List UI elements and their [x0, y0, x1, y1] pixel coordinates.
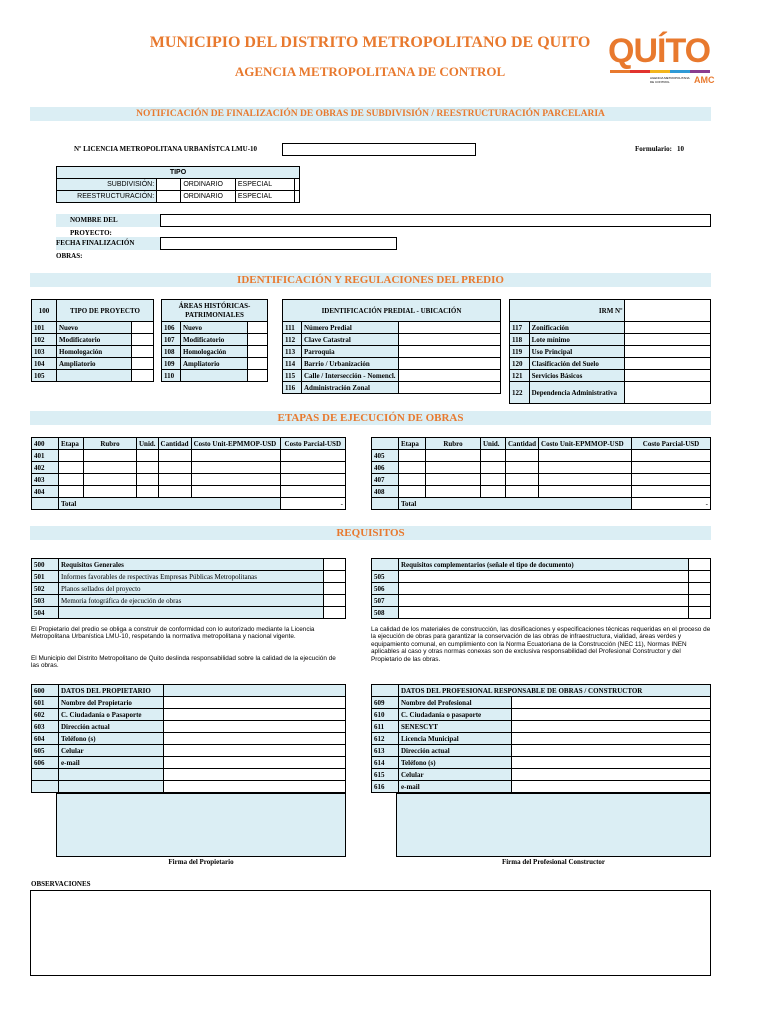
cell[interactable]	[84, 450, 137, 462]
note-quality-responsibility: La calidad de los materiales de construcción, las dosificaciones y especificaciones técnicas requeridas en el proceso de la ejecución de obras para garantizar la conservación de las obras de infraestructura, vialidad, áreas verdes y equipamiento comunal, en cumplimiento con la Norma Ecuatoriana de la Construcción (NEC 11), Normas INEN aplicables al caso y otras normas conexas son de exclusiva responsabilidad del Profesional Constructor y del Propietario de las obras.	[371, 626, 711, 663]
tipo-table	[56, 166, 300, 203]
field-label: C. Ciudadanía o pasaporte	[399, 709, 512, 721]
item-label: Lote mínimo	[529, 334, 625, 346]
logo-color-bar	[610, 70, 710, 73]
field-label: e-mail	[59, 757, 164, 769]
column-header: Costo Parcial-USD	[280, 438, 345, 450]
checkbox[interactable]	[248, 346, 268, 358]
item-label: Clave Catastral	[302, 334, 399, 346]
item-label: Clasificación del Suelo	[529, 358, 625, 370]
code: 612	[372, 733, 399, 745]
code: 101	[32, 322, 57, 334]
value-field[interactable]	[164, 745, 346, 757]
finish-date-input[interactable]	[160, 237, 397, 250]
cell[interactable]	[481, 486, 506, 498]
value-field[interactable]	[512, 745, 711, 757]
item-label: Servicios Básicos	[529, 370, 625, 382]
cell[interactable]	[137, 474, 159, 486]
item-label: Parroquia	[302, 346, 399, 358]
cell[interactable]	[191, 462, 280, 474]
checkbox[interactable]	[324, 607, 346, 619]
code: 105	[32, 370, 57, 382]
row-code: 402	[32, 462, 59, 474]
table-title: IDENTIFICACIÓN PREDIAL - UBICACIÓN	[283, 300, 501, 322]
code: 107	[162, 334, 181, 346]
code: 600	[32, 685, 59, 697]
item-label: Homologación	[181, 346, 248, 358]
cell[interactable]	[481, 474, 506, 486]
cell[interactable]	[426, 462, 481, 474]
cell[interactable]	[399, 474, 426, 486]
tipo-checkbox[interactable]	[295, 191, 300, 203]
value-field[interactable]	[164, 721, 346, 733]
section-etapas: ETAPAS DE EJECUCIÓN DE OBRAS	[30, 411, 711, 425]
checkbox[interactable]	[132, 322, 154, 334]
license-input[interactable]	[282, 143, 476, 156]
total-label: Total	[59, 498, 281, 510]
code: 601	[32, 697, 59, 709]
tipo-option: ESPECIAL	[235, 191, 294, 203]
value-field[interactable]	[625, 346, 711, 358]
requisitos-complementarios-table	[371, 558, 711, 619]
table-title: Requisitos Generales	[59, 559, 324, 571]
cell[interactable]	[506, 474, 539, 486]
cell[interactable]	[191, 474, 280, 486]
finish-date-label: FECHA FINALIZACIÓN OBRAS:	[56, 237, 160, 250]
code: 606	[32, 757, 59, 769]
value-field[interactable]	[512, 697, 711, 709]
cell[interactable]	[539, 450, 632, 462]
code: 604	[32, 733, 59, 745]
value-field[interactable]	[164, 697, 346, 709]
checkbox[interactable]	[132, 346, 154, 358]
code: 611	[372, 721, 399, 733]
item-label: Modificatorio	[57, 334, 132, 346]
code: 508	[372, 607, 399, 619]
value-field[interactable]	[512, 721, 711, 733]
code: 117	[510, 322, 530, 334]
field-label: Teléfono (s)	[59, 733, 164, 745]
code: 602	[32, 709, 59, 721]
code: 503	[32, 595, 59, 607]
value-field[interactable]	[398, 370, 500, 382]
item-label: Calle / Intersección - Nomencl.	[302, 370, 399, 382]
field-label: SENESCYT	[399, 721, 512, 733]
cell[interactable]	[59, 462, 84, 474]
requirement-input[interactable]	[399, 571, 689, 583]
row-code: 401	[32, 450, 59, 462]
tipo-option: ORDINARIO	[181, 179, 236, 191]
code: 121	[510, 370, 530, 382]
tipo-checkbox[interactable]	[157, 179, 181, 191]
value-field[interactable]	[398, 346, 500, 358]
code: 106	[162, 322, 181, 334]
checkbox[interactable]	[248, 334, 268, 346]
page-subtitle: AGENCIA METROPOLITANA DE CONTROL	[234, 64, 506, 79]
cell[interactable]	[506, 486, 539, 498]
value-field[interactable]	[398, 334, 500, 346]
item-label	[57, 370, 132, 382]
field-label: Teléfono (s)	[399, 757, 512, 769]
checkbox[interactable]	[248, 322, 268, 334]
code: 400	[32, 438, 59, 450]
table-title: IRM Nº	[510, 300, 625, 322]
code: 100	[32, 300, 57, 322]
cell[interactable]	[137, 450, 159, 462]
item-label: Número Predial	[302, 322, 399, 334]
etapas-right-table	[371, 437, 711, 510]
item-label	[181, 370, 248, 382]
code: 115	[283, 370, 302, 382]
cell[interactable]	[280, 450, 345, 462]
code: 114	[283, 358, 302, 370]
checkbox[interactable]	[248, 358, 268, 370]
cell[interactable]	[158, 474, 191, 486]
total-value: -	[280, 498, 345, 510]
table-title: DATOS DEL PROPIETARIO	[59, 685, 164, 697]
cell[interactable]	[506, 450, 539, 462]
cell[interactable]	[280, 486, 345, 498]
tipo-proyecto-table	[31, 299, 154, 382]
column-header: Rubro	[84, 438, 137, 450]
requirement-label: Planos sellados del proyecto	[59, 583, 324, 595]
code: 500	[32, 559, 59, 571]
cell[interactable]	[632, 462, 711, 474]
cell[interactable]	[158, 450, 191, 462]
code: 610	[372, 709, 399, 721]
cell[interactable]	[158, 462, 191, 474]
table-title: DATOS DEL PROFESIONAL RESPONSABLE DE OBRAS / CONSTRUCTOR	[399, 685, 711, 697]
logo-subtext: AGENCIA METROPOLITANA DE CONTROL	[650, 76, 690, 84]
code: 112	[283, 334, 302, 346]
cell[interactable]	[84, 486, 137, 498]
code: 110	[162, 370, 181, 382]
table-title: TIPO DE PROYECTO	[57, 300, 154, 322]
column-header: Etapa	[59, 438, 84, 450]
form-label: Formulario:	[635, 145, 672, 153]
cell[interactable]	[399, 450, 426, 462]
form-number: 10	[677, 145, 684, 153]
code: 603	[32, 721, 59, 733]
field-label: Nombre del Profesional	[399, 697, 512, 709]
cell[interactable]	[137, 462, 159, 474]
cell[interactable]	[59, 474, 84, 486]
field-label: Dirección actual	[399, 745, 512, 757]
cell[interactable]	[59, 486, 84, 498]
row-code: 406	[372, 462, 399, 474]
item-label: Zonificación	[529, 322, 625, 334]
checkbox[interactable]	[689, 595, 711, 607]
professional-signature-box[interactable]	[396, 793, 711, 857]
column-header: Cantidad	[158, 438, 191, 450]
cell[interactable]	[59, 450, 84, 462]
field-label: Licencia Municipal	[399, 733, 512, 745]
column-header: Etapa	[399, 438, 426, 450]
item-label: Modificatorio	[181, 334, 248, 346]
cell[interactable]	[137, 486, 159, 498]
item-label: Ampliatorio	[181, 358, 248, 370]
row-code: 403	[32, 474, 59, 486]
cell[interactable]	[539, 486, 632, 498]
value-field[interactable]	[512, 733, 711, 745]
code: 109	[162, 358, 181, 370]
code: 120	[510, 358, 530, 370]
field-label: Celular	[399, 769, 512, 781]
row-code: 408	[372, 486, 399, 498]
code: 102	[32, 334, 57, 346]
quito-logo	[606, 30, 716, 90]
checkbox[interactable]	[324, 571, 346, 583]
value-field[interactable]	[398, 358, 500, 370]
cell[interactable]	[191, 486, 280, 498]
code: 504	[32, 607, 59, 619]
item-label: Homologación	[57, 346, 132, 358]
item-label: Administración Zonal	[302, 382, 399, 394]
code: 111	[283, 322, 302, 334]
item-label: Dependencia Administrativa	[529, 382, 625, 404]
logo-word: QUÍTO	[608, 32, 711, 70]
tipo-label: SUBDIVISIÓN:	[57, 179, 157, 191]
cell[interactable]	[84, 462, 137, 474]
code: 116	[283, 382, 302, 394]
value-field[interactable]	[625, 334, 711, 346]
item-label: Barrio / Urbanización	[302, 358, 399, 370]
irm-input[interactable]	[625, 300, 711, 322]
column-header: Costo Unit-EPMMOP-USD	[191, 438, 280, 450]
total-label: Total	[399, 498, 632, 510]
requirement-label: Informes favorables de respectivas Empresas Públicas Metropolitanas	[59, 571, 324, 583]
column-header: Costo Unit-EPMMOP-USD	[539, 438, 632, 450]
checkbox[interactable]	[324, 583, 346, 595]
value-field[interactable]	[625, 322, 711, 334]
value-field[interactable]	[625, 382, 711, 404]
cell[interactable]	[539, 474, 632, 486]
note-municipality-disclaimer: El Municipio del Distrito Metropolitano de Quito deslinda responsabilidad sobre la calidad de la ejecución de las obras.	[31, 655, 336, 670]
page-title: MUNICIPIO DEL DISTRITO METROPOLITANO DE QUITO	[149, 34, 591, 51]
checkbox[interactable]	[132, 334, 154, 346]
code: 119	[510, 346, 530, 358]
code: 103	[32, 346, 57, 358]
irm-table	[509, 299, 711, 404]
field-label: C. Ciudadanía o Pasaporte	[59, 709, 164, 721]
value-field[interactable]	[625, 358, 711, 370]
row-code: 407	[372, 474, 399, 486]
cell[interactable]	[158, 486, 191, 498]
cell[interactable]	[399, 486, 426, 498]
value-field[interactable]	[625, 370, 711, 382]
column-header: Unid.	[137, 438, 159, 450]
value-field[interactable]	[164, 733, 346, 745]
row-code: 405	[372, 450, 399, 462]
table-title: Requisitos complementarios (señale el tipo de documento)	[399, 559, 689, 571]
propietario-table	[31, 684, 346, 793]
tipo-title: TIPO	[57, 167, 300, 179]
cell[interactable]	[426, 486, 481, 498]
profesional-table	[371, 684, 711, 793]
logo-amc: AMC	[694, 75, 715, 85]
cell[interactable]	[399, 462, 426, 474]
requirement-input[interactable]	[399, 607, 689, 619]
checkbox[interactable]	[248, 370, 268, 382]
professional-signature-label: Firma del Profesional Constructor	[501, 858, 606, 866]
owner-signature-label: Firma del Propietario	[168, 858, 234, 866]
code: 506	[372, 583, 399, 595]
cell[interactable]	[632, 486, 711, 498]
value-field[interactable]	[512, 769, 711, 781]
code: 118	[510, 334, 530, 346]
tipo-option: ESPECIAL	[235, 179, 294, 191]
checkbox[interactable]	[689, 607, 711, 619]
cell[interactable]	[84, 474, 137, 486]
value-field[interactable]	[512, 757, 711, 769]
value-field[interactable]	[164, 709, 346, 721]
column-header: Cantidad	[506, 438, 539, 450]
value-field[interactable]	[398, 382, 500, 394]
column-header: Rubro	[426, 438, 481, 450]
row-code: 404	[32, 486, 59, 498]
cell[interactable]	[632, 474, 711, 486]
field-label: Dirección actual	[59, 721, 164, 733]
item-label: Nuevo	[181, 322, 248, 334]
cell[interactable]	[481, 462, 506, 474]
code: 615	[372, 769, 399, 781]
cell[interactable]	[426, 474, 481, 486]
observations-textarea[interactable]	[30, 890, 711, 976]
value-field[interactable]	[398, 322, 500, 334]
code: 613	[372, 745, 399, 757]
cell[interactable]	[632, 450, 711, 462]
note-owner-obligation: El Propietario del predio se obliga a construir de conformidad con lo autorizado mediante la Licencia Metropolitana Urbanística LMU-10, respetando la normativa metropolitana y nacional vigente.	[31, 626, 315, 641]
code: 616	[372, 781, 399, 793]
tipo-label: REESTRUCTURACIÓN:	[57, 191, 157, 203]
identificacion-table	[282, 299, 501, 394]
checkbox[interactable]	[689, 583, 711, 595]
cell[interactable]	[280, 474, 345, 486]
code: 505	[372, 571, 399, 583]
field-label: Nombre del Propietario	[59, 697, 164, 709]
item-label: Nuevo	[57, 322, 132, 334]
code: 507	[372, 595, 399, 607]
code: 502	[32, 583, 59, 595]
requirement-label: Memoria fotográfica de ejecución de obras	[59, 595, 324, 607]
requisitos-generales-table	[31, 558, 346, 619]
checkbox[interactable]	[132, 358, 154, 370]
project-name-input[interactable]	[160, 214, 711, 227]
tipo-checkbox[interactable]	[157, 191, 181, 203]
field-label: e-mail	[399, 781, 512, 793]
areas-table	[161, 299, 268, 382]
cell[interactable]	[481, 450, 506, 462]
column-header: Unid.	[481, 438, 506, 450]
code: 113	[283, 346, 302, 358]
code: 108	[162, 346, 181, 358]
checkbox[interactable]	[132, 370, 154, 382]
tipo-checkbox[interactable]	[295, 179, 300, 191]
field-label: Celular	[59, 745, 164, 757]
etapas-left-table	[31, 437, 346, 510]
total-value: -	[632, 498, 711, 510]
project-name-label: NOMBRE DEL PROYECTO:	[56, 214, 160, 227]
observations-label: OBSERVACIONES	[31, 880, 91, 888]
code: 104	[32, 358, 57, 370]
cell[interactable]	[280, 462, 345, 474]
section-requisitos: REQUISITOS	[30, 526, 711, 540]
requirement-input[interactable]	[399, 583, 689, 595]
notification-title: NOTIFICACIÓN DE FINALIZACIÓN DE OBRAS DE SUBDIVISIÓN / REESTRUCTURACIÓN PARCELARIA	[30, 107, 711, 121]
value-field[interactable]	[512, 709, 711, 721]
cell[interactable]	[506, 462, 539, 474]
code: 501	[32, 571, 59, 583]
column-header: Costo Parcial-USD	[632, 438, 711, 450]
license-label: Nº LICENCIA METROPOLITANA URBANÍSTCA LMU-10	[74, 145, 258, 153]
requirement-label	[59, 607, 324, 619]
value-field[interactable]	[512, 781, 711, 793]
owner-signature-box[interactable]	[56, 793, 346, 857]
section-predio: IDENTIFICACIÓN Y REGULACIONES DEL PREDIO	[30, 273, 711, 287]
requirement-input[interactable]	[399, 595, 689, 607]
value-field[interactable]	[164, 757, 346, 769]
code: 609	[372, 697, 399, 709]
code: 605	[32, 745, 59, 757]
cell[interactable]	[191, 450, 280, 462]
checkbox[interactable]	[689, 571, 711, 583]
cell[interactable]	[539, 462, 632, 474]
cell[interactable]	[426, 450, 481, 462]
code: 122	[510, 382, 530, 404]
checkbox[interactable]	[324, 595, 346, 607]
item-label: Ampliatorio	[57, 358, 132, 370]
tipo-option: ORDINARIO	[181, 191, 236, 203]
table-title: ÁREAS HISTÓRICAS-PATRIMONIALES	[162, 300, 268, 322]
item-label: Uso Principal	[529, 346, 625, 358]
code: 614	[372, 757, 399, 769]
